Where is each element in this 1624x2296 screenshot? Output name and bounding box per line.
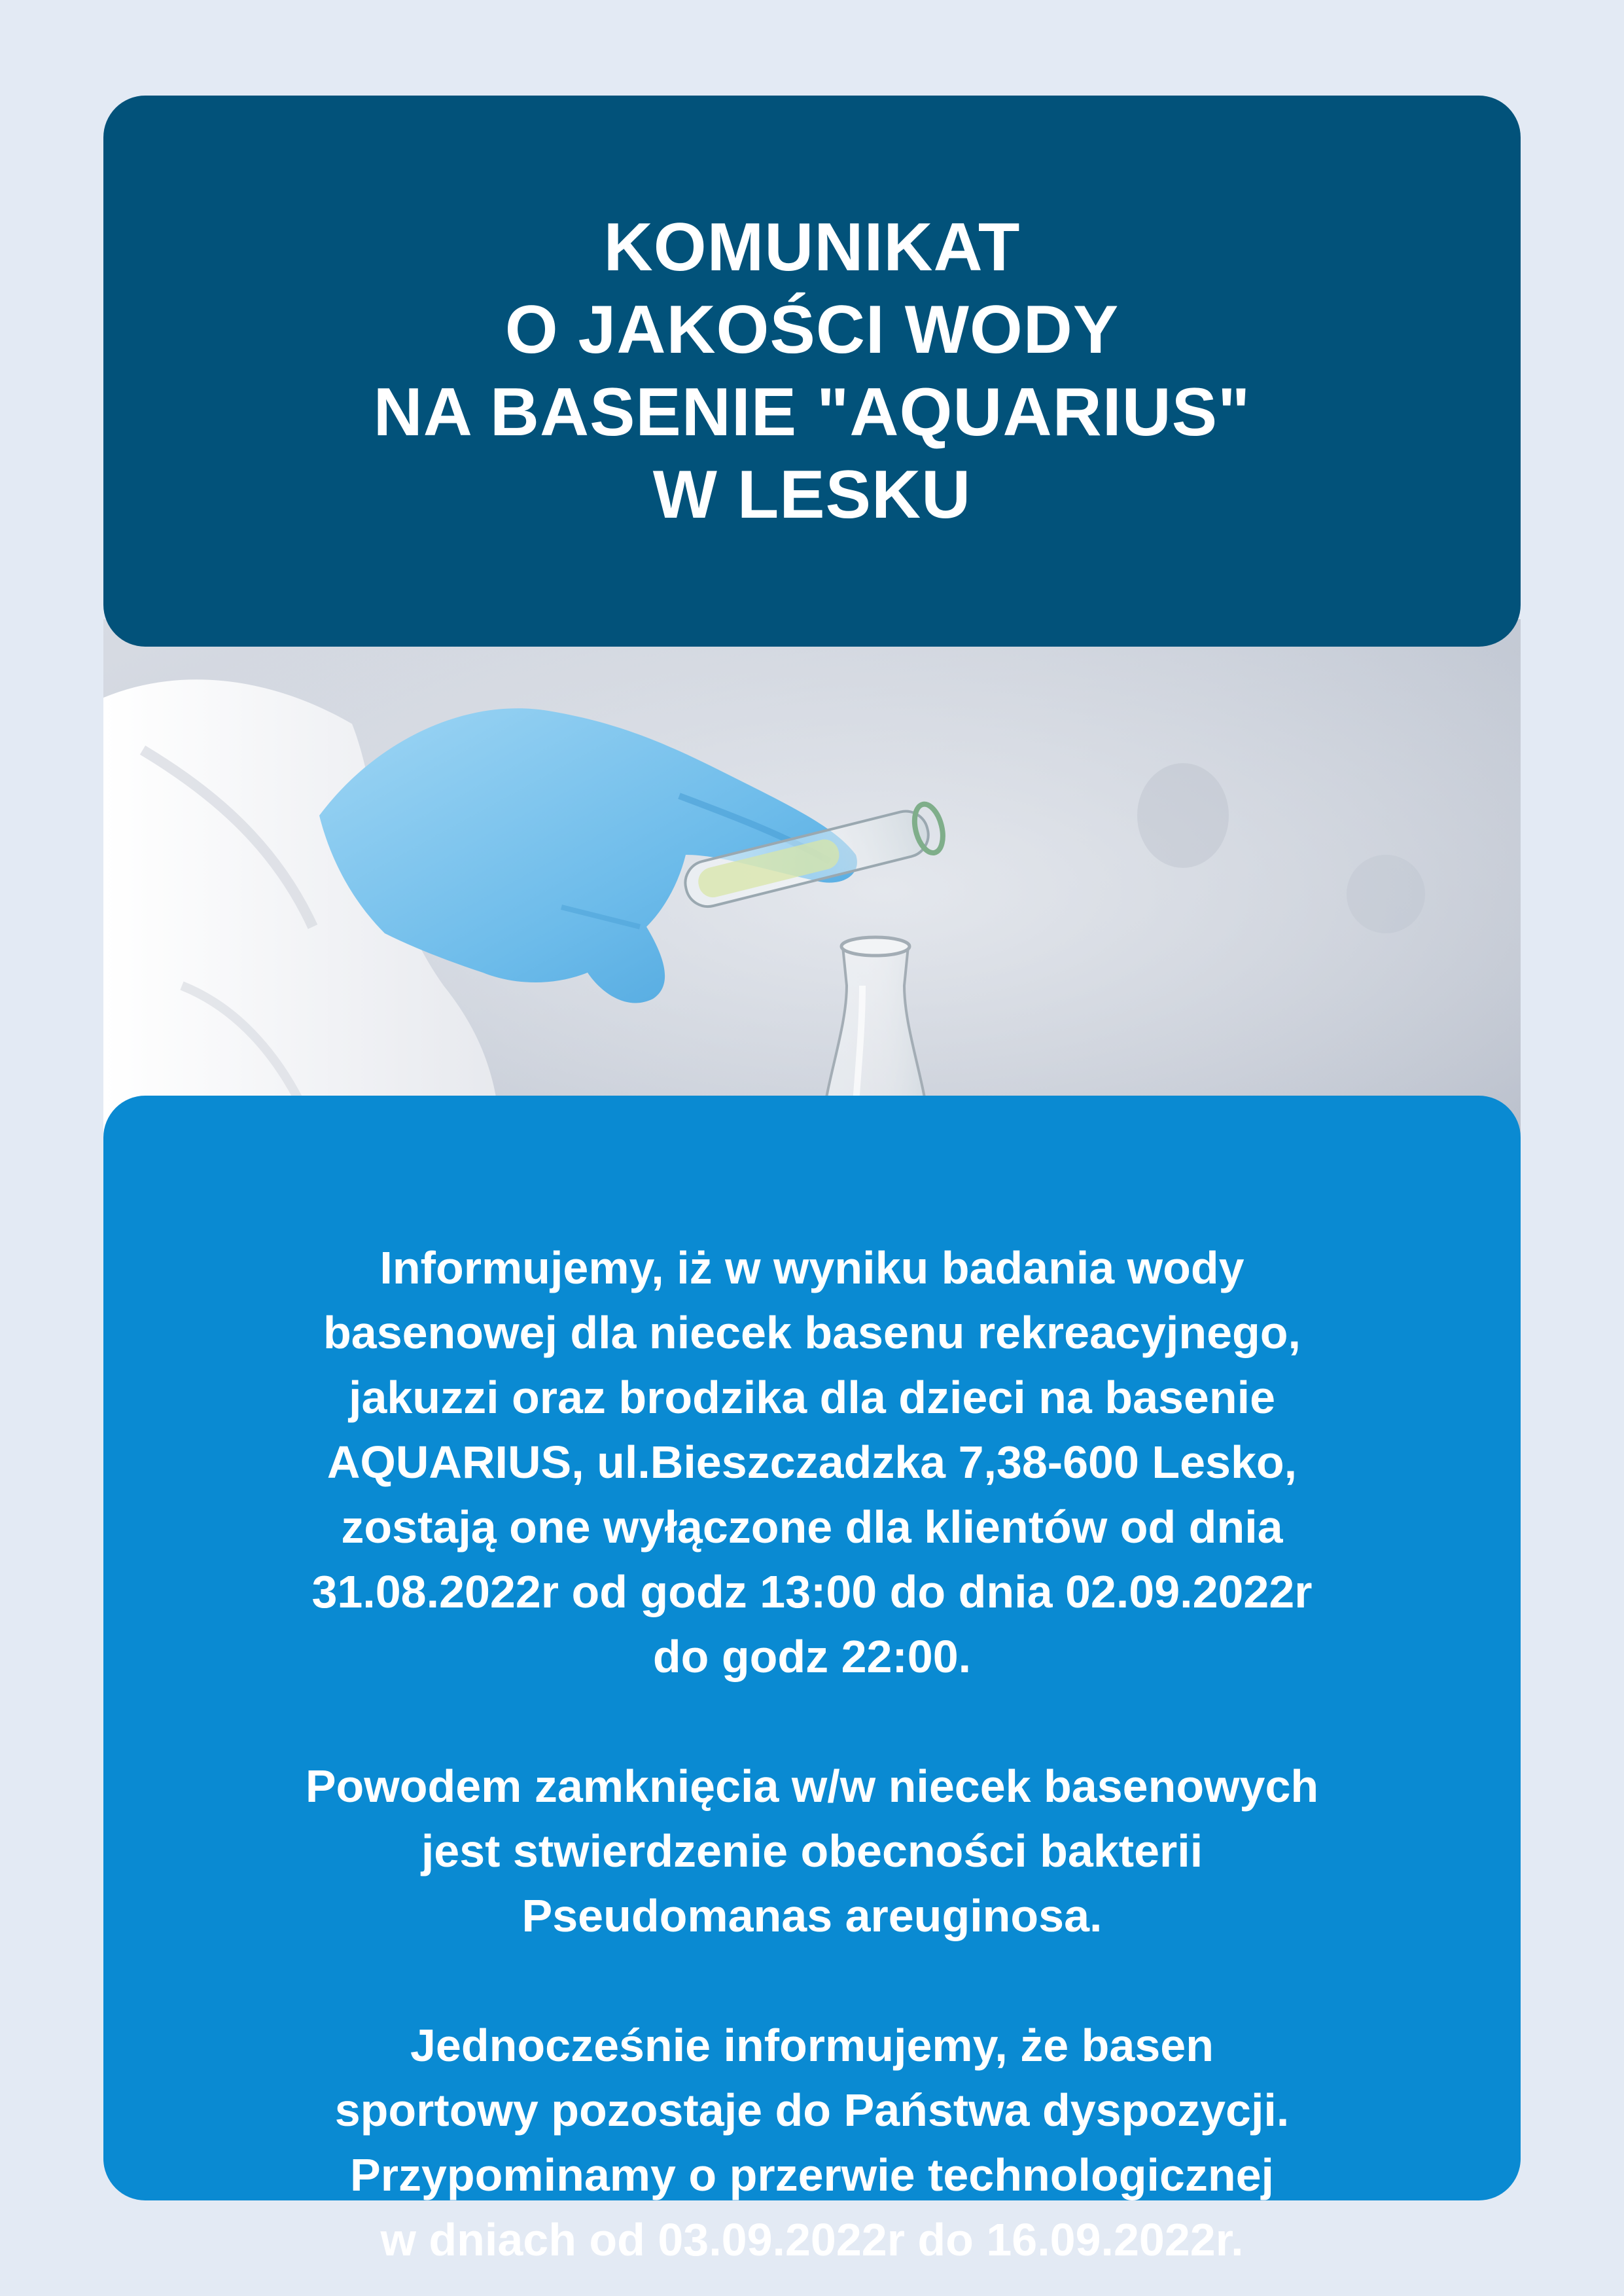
text-line: do godz 22:00. [652,1631,972,1682]
text-line: w dniach od 03.09.2022r do 16.09.2022r. [380,2214,1244,2265]
text-line: Przypominamy o przerwie technologicznej [350,2149,1274,2200]
page-title [374,206,1251,536]
title-line: NA BASENIE "AQUARIUS" [373,374,1251,450]
text-line: 31.08.2022r od godz 13:00 do dnia 02.09.2022r [311,1566,1313,1617]
announcement-panel [103,1096,1521,2265]
text-line: Pseudomanas areuginosa. [521,1890,1103,1941]
text-line: Powodem zamknięcia w/w niecek basenowych [305,1761,1319,1812]
title-line: W LESKU [652,457,972,533]
text-line: Jednocześnie informujemy, że basen [410,2020,1214,2071]
header-banner [103,96,1521,647]
text-line: AQUARIUS, ul.Bieszczadzka 7,38-600 Lesko, [327,1437,1297,1488]
text-line: zostają one wyłączone dla klientów od dnia [341,1501,1283,1552]
reason-paragraph [103,1754,1521,1948]
title-line: O JAKOŚCI WODY [504,292,1120,368]
info-paragraph [103,2013,1521,2272]
title-line: KOMUNIKAT [603,209,1021,285]
text-line: sportowy pozostaje do Państwa dyspozycji. [334,2085,1290,2136]
text-line: jest stwierdzenie obecności bakterii [421,1825,1203,1876]
poster [103,96,1521,2265]
announcement-paragraph [103,1236,1521,1689]
text-line: Informujemy, iż w wyniku badania wody [380,1242,1244,1293]
text-line: basenowej dla niecek basenu rekreacyjnego, [323,1307,1301,1358]
text-line: jakuzzi oraz brodzika dla dzieci na basenie [349,1372,1275,1423]
